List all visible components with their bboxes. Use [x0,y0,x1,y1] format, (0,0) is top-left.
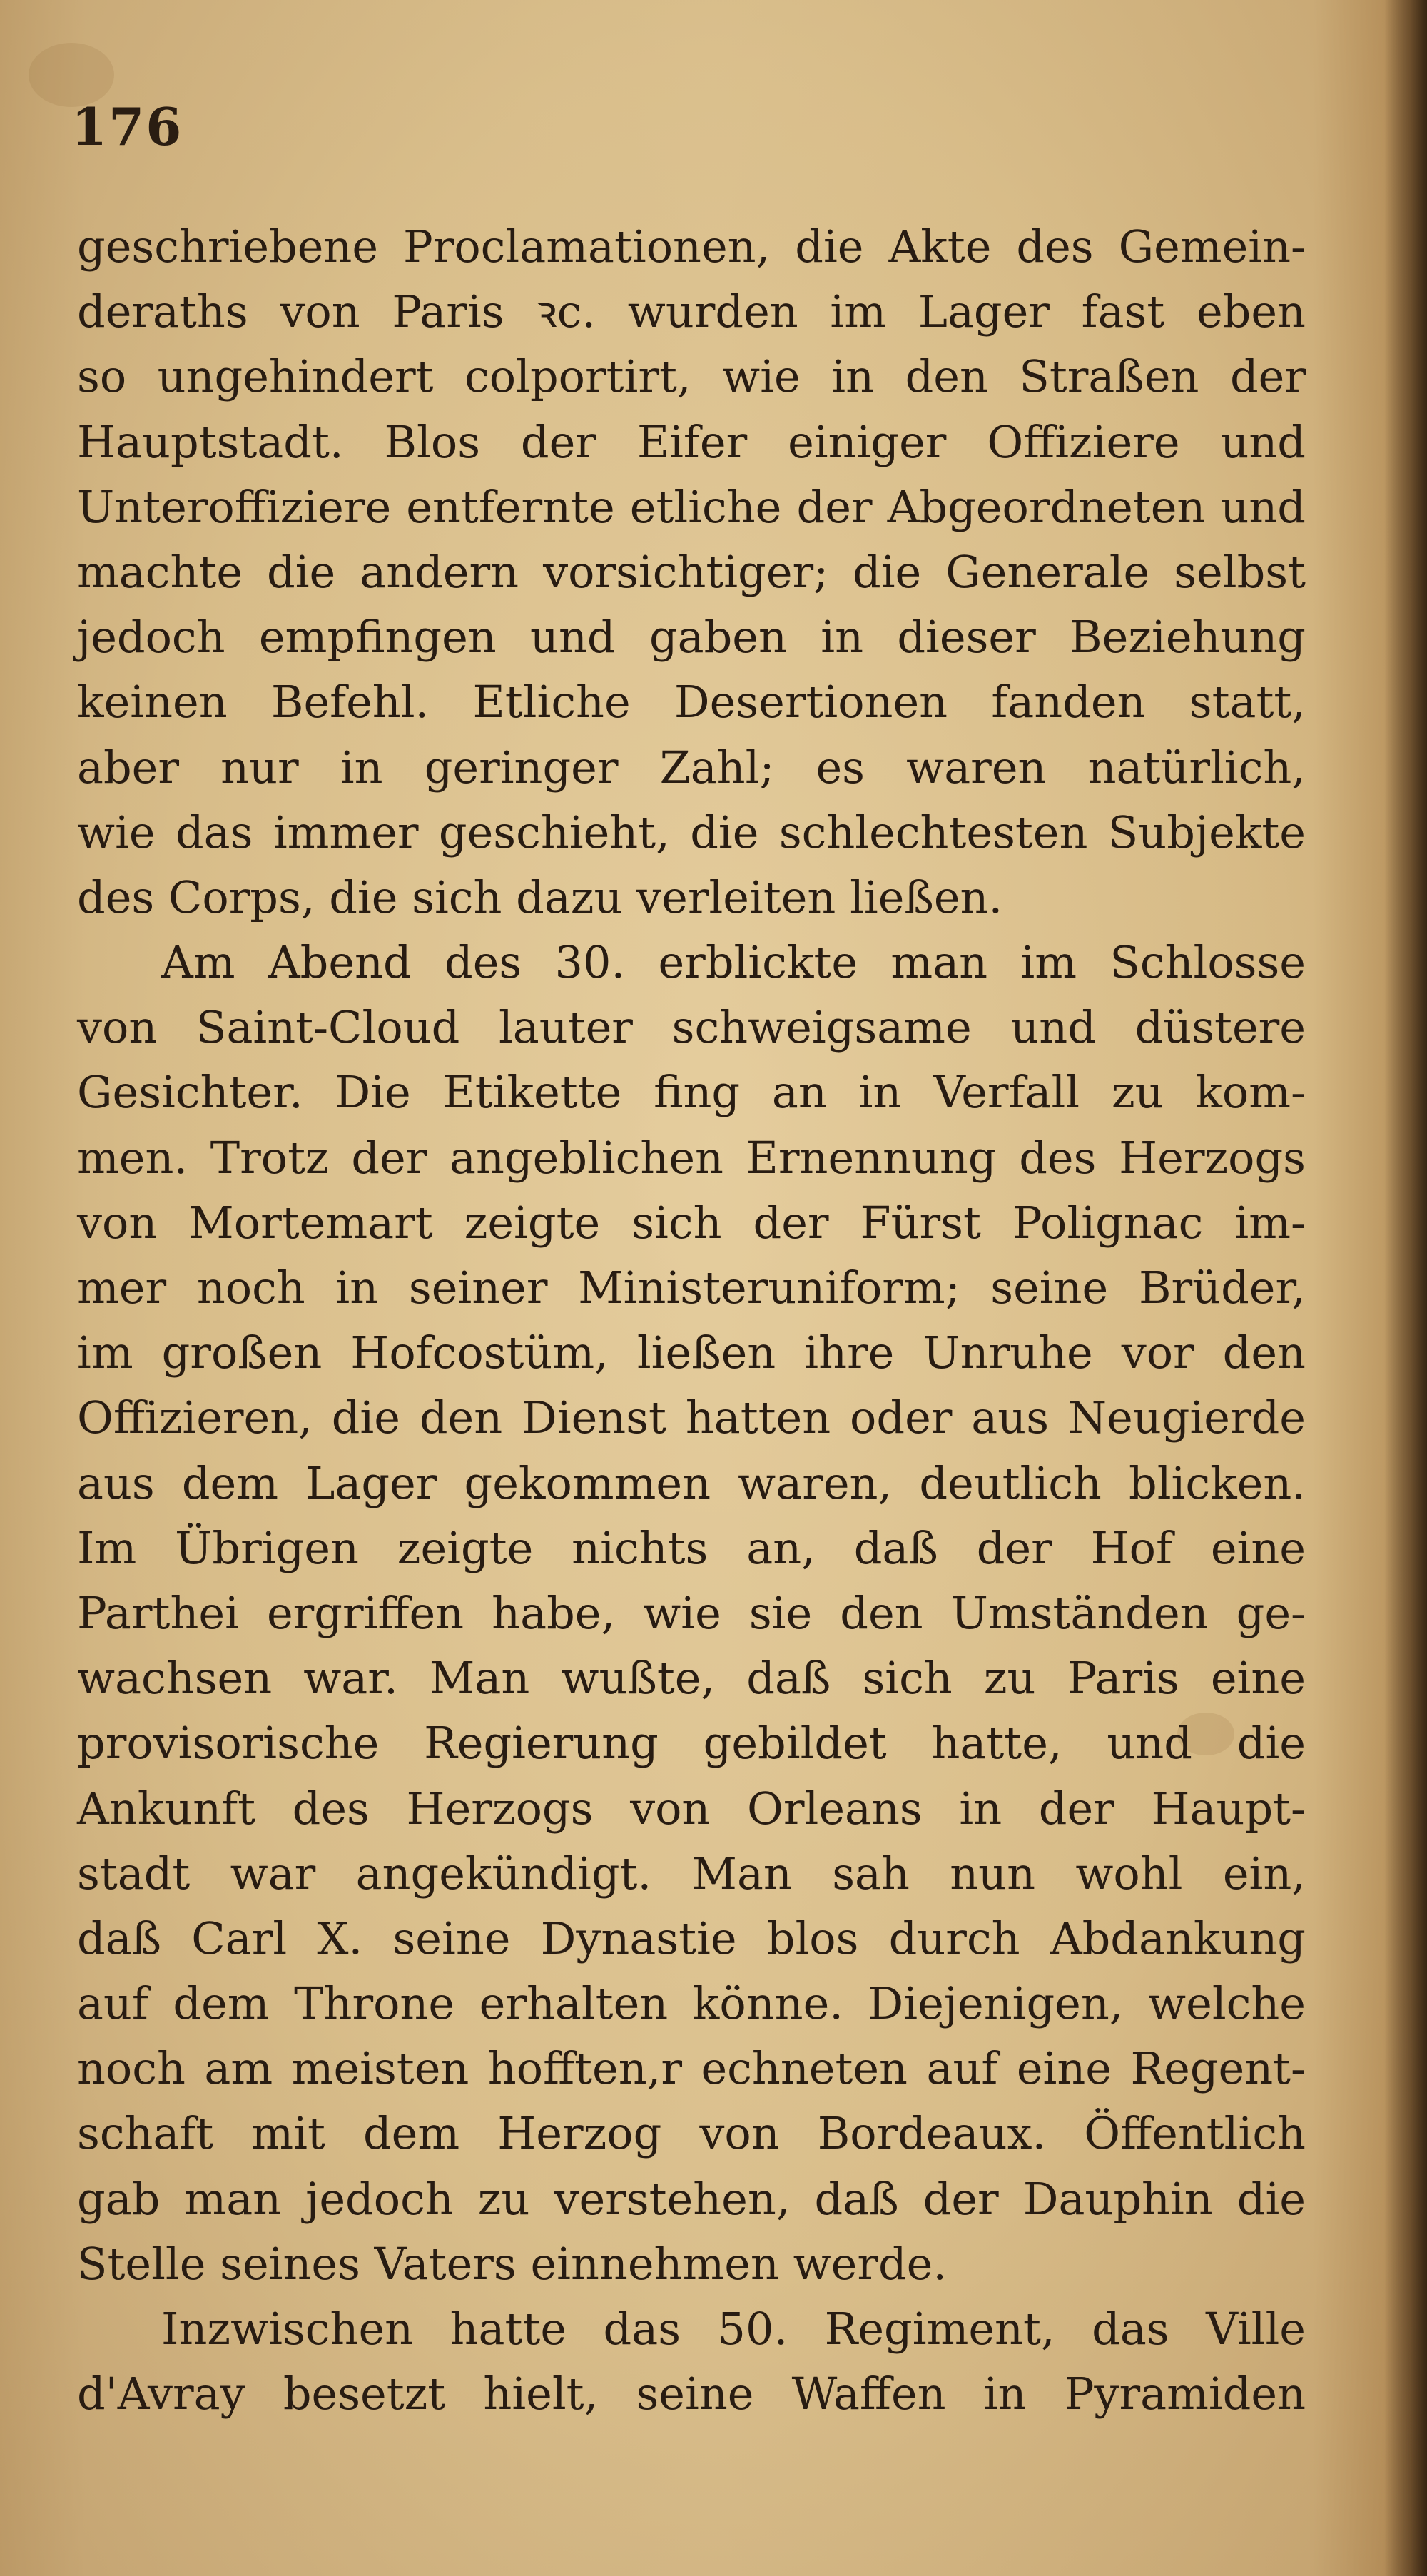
text-line: machte die andern vorsichtiger; die Generale selbst [77,545,1306,598]
text-line: daß Carl X. seine Dynastie blos durch Abdankung [77,1912,1306,1964]
text-line: geschriebene Proclamationen, die Akte des Gemein- [77,220,1306,273]
book-spine-shadow [1384,0,1427,2576]
text-line: Inzwischen hatte das 50. Regiment, das Ville [161,2303,1306,2355]
body-text [77,214,1306,2426]
text-line: stadt war angekündigt. Man sah nun wohl ein, [77,1847,1306,1900]
text-line: von Saint-Cloud lauter schweigsame und düstere [77,1001,1306,1054]
text-line: Am Abend des 30. erblickte man im Schlosse [161,936,1306,989]
text-line: schaft mit dem Herzog von Bordeaux. Öffentlich [77,2107,1306,2160]
text-line: im großen Hofcostüm, ließen ihre Unruhe vor den [77,1327,1306,1379]
text-line: Offizieren, die den Dienst hatten oder aus Neugierde [77,1391,1306,1444]
text-line: Hauptstadt. Blos der Eifer einiger Offiziere und [77,415,1306,468]
text-line: von Mortemart zeigte sich der Fürst Polignac im- [77,1196,1306,1249]
text-line: Parthei ergriffen habe, wie sie den Umständen ge- [77,1586,1306,1639]
text-line: gab man jedoch zu verstehen, daß der Dauphin die [77,2172,1306,2225]
text-line: wie das immer geschieht, die schlechtesten Subjekte [77,806,1306,858]
text-line: Ankunft des Herzogs von Orleans in der Haupt- [77,1782,1306,1835]
text-line: noch am meisten hofften,r echneten auf eine Regent- [77,2042,1306,2095]
text-line: des Corps, die sich dazu verleiten ließen. [77,871,1003,923]
text-line: men. Trotz der angeblichen Ernennung des Herzogs [77,1131,1306,1184]
text-line: Im Übrigen zeigte nichts an, daß der Hof eine [77,1521,1306,1574]
text-line: jedoch empfingen und gaben in dieser Beziehung [77,611,1306,664]
text-line: deraths von Paris ꝛc. wurden im Lager fast eben [77,285,1306,338]
text-line: mer noch in seiner Ministeruniform; seine Brüder, [77,1262,1306,1314]
page-number: 176 [71,96,183,157]
text-line: so ungehindert colportirt, wie in den Straßen der [77,350,1306,403]
text-line: auf dem Throne erhalten könne. Diejenigen, welche [77,1977,1306,2030]
text-line: provisorische Regierung gebildet hatte, und die [77,1717,1306,1770]
text-line: Stelle seines Vaters einnehmen werde. [77,2237,948,2290]
text-line: d'Avray besetzt hielt, seine Waffen in Pyramiden [77,2368,1306,2420]
text-line: aus dem Lager gekommen waren, deutlich blicken. [77,1456,1306,1509]
text-line: keinen Befehl. Etliche Desertionen fanden statt, [77,676,1306,729]
text-line: Unteroffiziere entfernte etliche der Abgeordneten und [77,480,1306,533]
text-line: Gesichter. Die Etikette fing an in Verfall zu kom- [77,1066,1306,1119]
text-line: wachsen war. Man wußte, daß sich zu Paris eine [77,1652,1306,1705]
text-line: aber nur in geringer Zahl; es waren natürlich, [77,741,1306,793]
